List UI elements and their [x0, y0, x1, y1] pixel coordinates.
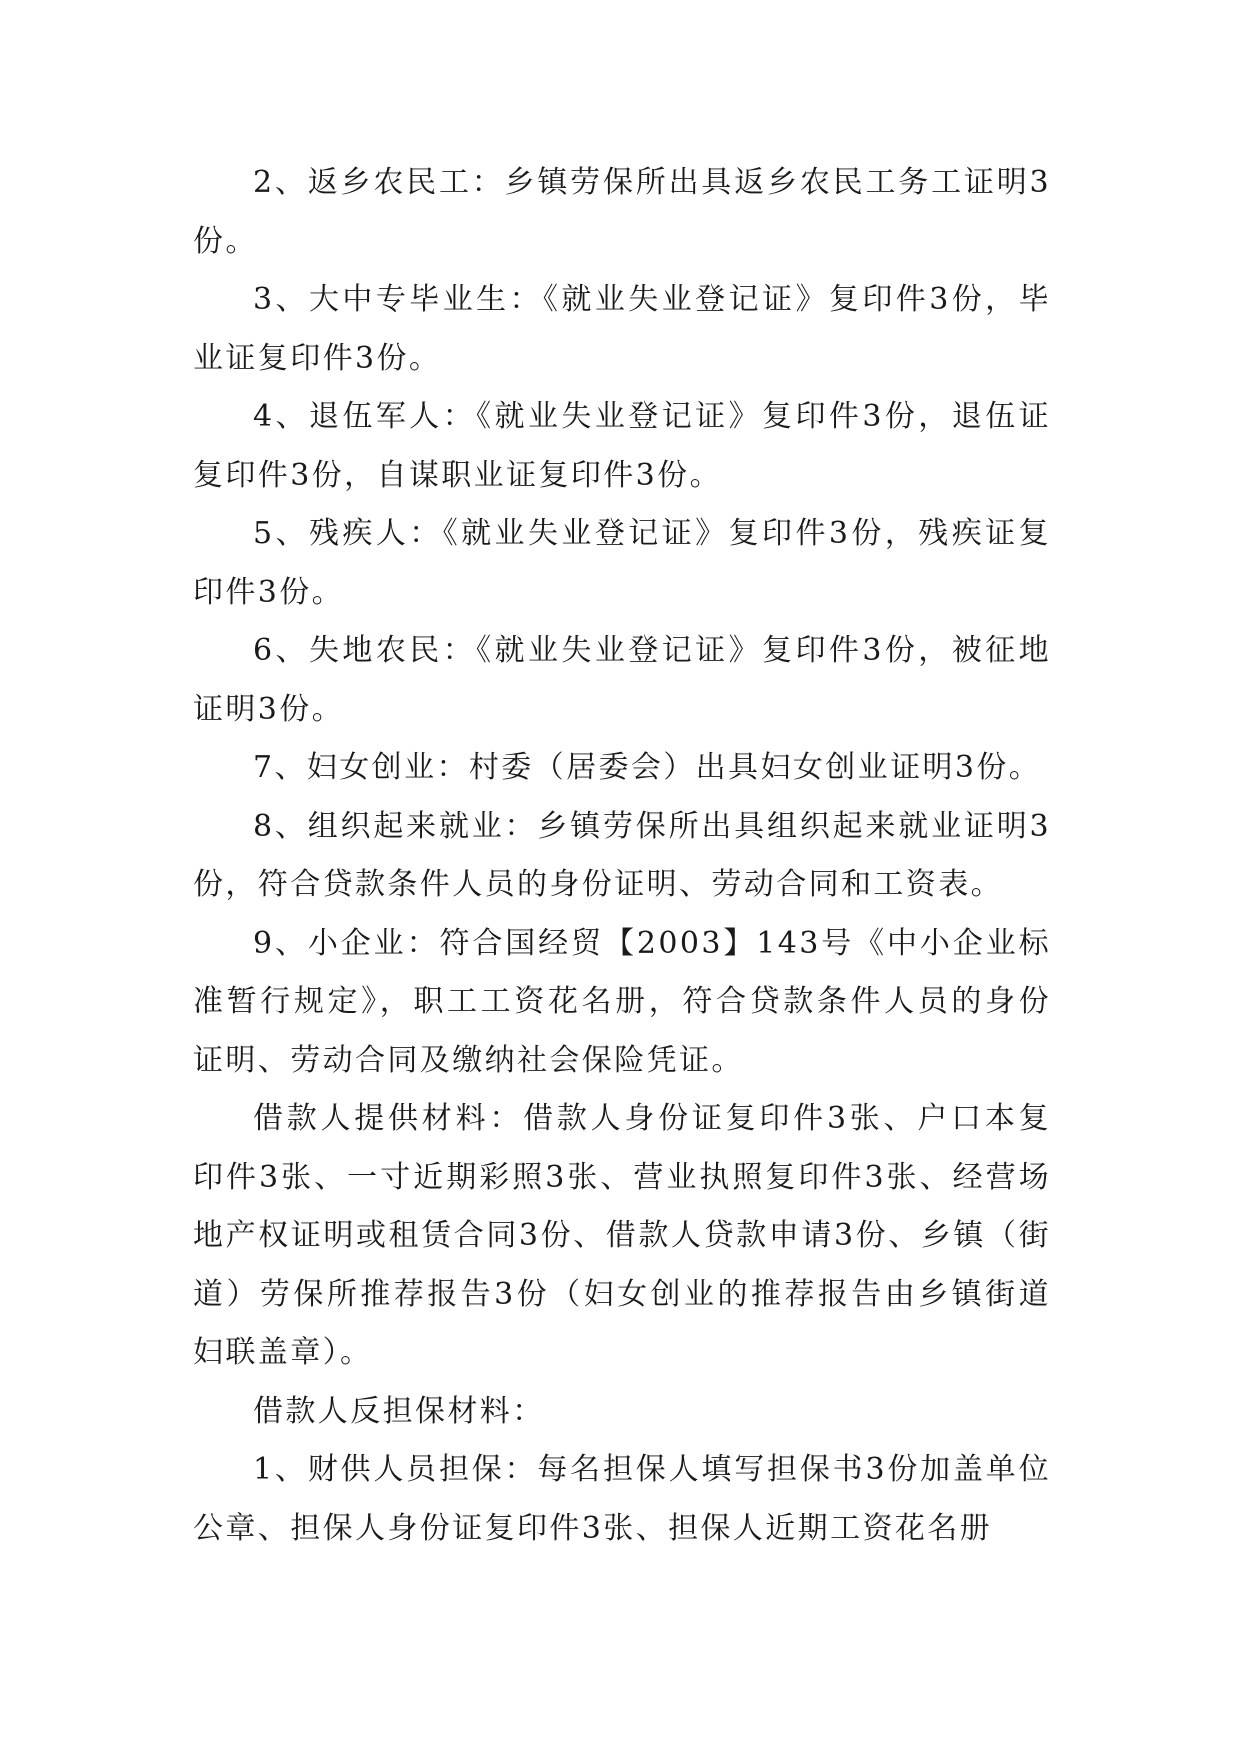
paragraph-counter-guarantee-heading: 借款人反担保材料： [253, 1393, 545, 1429]
paragraph-graduates: 3、大中专毕业生：《就业失业登记证》复印件3份，毕业证复印件3份。 [193, 282, 1051, 376]
paragraph-disabled-persons: 5、残疾人：《就业失业登记证》复印件3份，残疾证复印件3份。 [193, 516, 1051, 610]
paragraph-small-enterprises: 9、小企业：符合国经贸【2003】143号《中小企业标准暂行规定》，职工工资花名册，符合贷款条件人员的身份证明、劳动合同及缴纳社会保险凭证。 [193, 925, 1051, 1078]
paragraph-women-entrepreneurship: 7、妇女创业：村委（居委会）出具妇女创业证明3份。 [253, 750, 1042, 785]
paragraph-landless-farmers: 6、失地农民：《就业失业登记证》复印件3份，被征地证明3份。 [193, 633, 1051, 727]
document-body [193, 154, 1051, 1558]
paragraph-borrower-materials: 借款人提供材料：借款人身份证复印件3张、户口本复印件3张、一寸近期彩照3张、营业执照复印件3张、经营场地产权证明或租赁合同3份、借款人贷款申请3份、乡镇（街道）劳保所推荐报告3份（妇女创业的推荐报告由乡镇街道妇联盖章）。 [193, 1101, 1051, 1370]
paragraph-veterans: 4、退伍军人：《就业失业登记证》复印件3份，退伍证复印件3份，自谋职业证复印件3份。 [193, 399, 1051, 493]
paragraph-returning-migrant-workers: 2、返乡农民工：乡镇劳保所出具返乡农民工务工证明3份。 [193, 165, 1051, 259]
paragraph-organized-employment: 8、组织起来就业：乡镇劳保所出具组织起来就业证明3份，符合贷款条件人员的身份证明、劳动合同和工资表。 [193, 808, 1051, 902]
paragraph-salaried-guarantor: 1、财供人员担保：每名担保人填写担保书3份加盖单位公章、担保人身份证复印件3张、担保人近期工资花名册 [193, 1452, 1051, 1546]
